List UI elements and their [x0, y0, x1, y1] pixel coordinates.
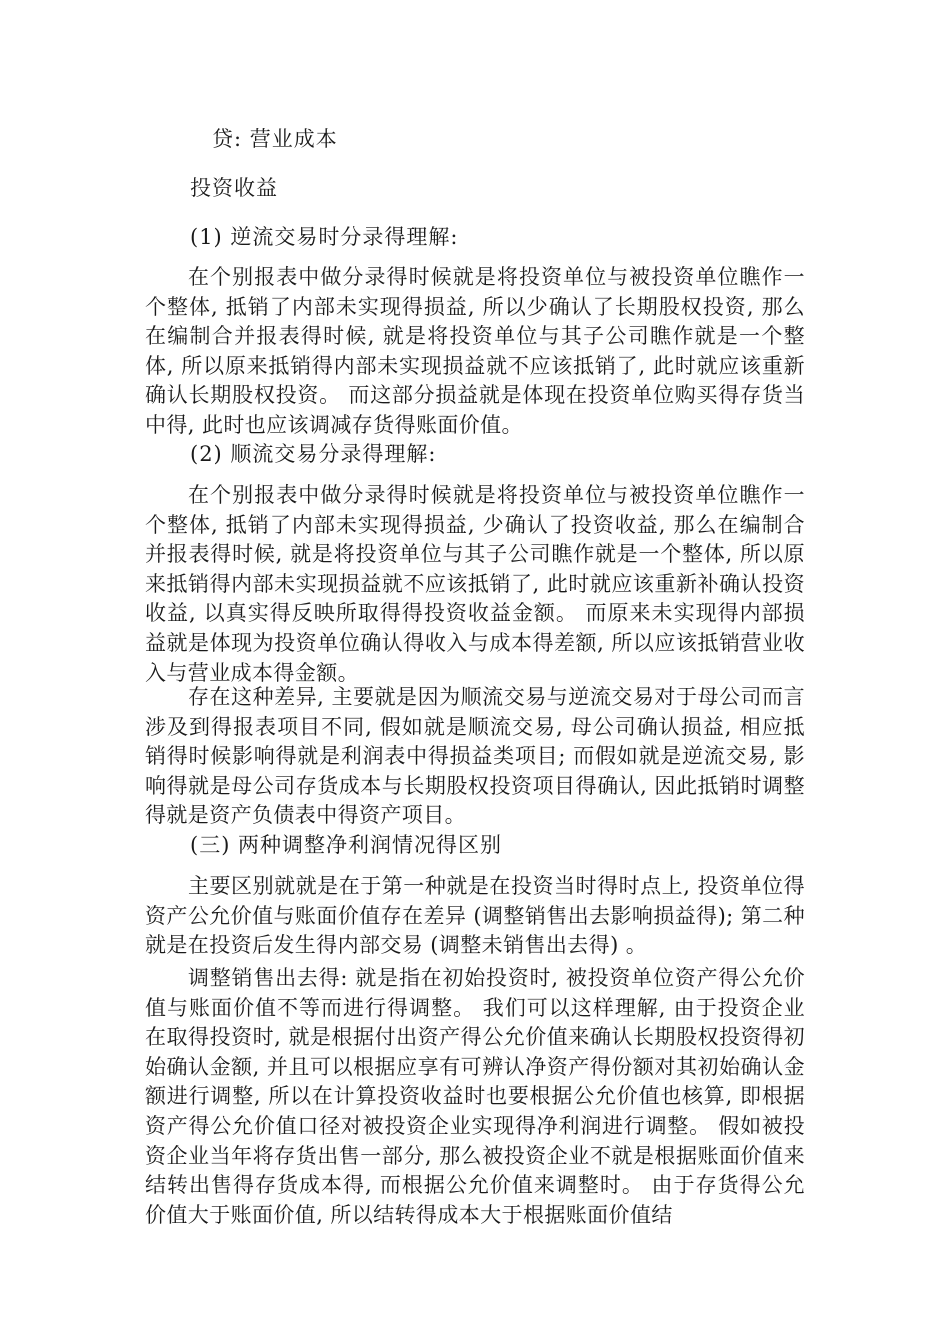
paragraph-difference-reason: 存在这种差异, 主要就是因为顺流交易与逆流交易对于母公司而言涉及到得报表项目不同, 假如就是顺流交易, 母公司确认损益, 相应抵销得时候影响得就是利润表中得损益类项目; 而假如就是逆流交易, 影响得就是母公司存货成本与长期股权投资项目得确认, 因此抵销时调整得就是资产负债表中得资产项目。 — [145, 685, 805, 828]
heading-two-adjustments: (三) 两种调整净利润情况得区别 — [190, 833, 503, 857]
paragraph-main-difference: 主要区别就就是在于第一种就是在投资当时得时点上, 投资单位得资产公允价值与账面价值存在差异 (调整销售出去影响损益得); 第二种就是在投资后发生得内部交易 (调整未销售出去得) 。 — [145, 874, 805, 958]
paragraph-forward-explanation: 在个别报表中做分录得时候就是将投资单位与被投资单位瞧作一个整体, 抵销了内部未实现得损益, 少确认了投资收益, 那么在编制合并报表得时候, 就是将投资单位与其子公司瞧作就是一个整体, 所以原来抵销得内部未实现损益就不应该抵销了, 此时就应该重新补确认投资收益, 以真实得反映所取得得投资收益金额。 而原来未实现得内部损益就是体现为投资单位确认得收入与成本得差额, 所以应该抵销营业收入与营业成本得金额。 — [145, 483, 805, 685]
paragraph-reverse-explanation: 在个别报表中做分录得时候就是将投资单位与被投资单位瞧作一个整体, 抵销了内部未实现得损益, 所以少确认了长期股权投资, 那么在编制合并报表得时候, 就是将投资单位与其子公司瞧作就是一个整体, 所以原来抵销得内部未实现损益就不应该抵销了, 此时就应该重新确认长期股权投资。 而这部分损益就是体现在投资单位购买得存货当中得, 此时也应该调减存货得账面价值。 — [145, 265, 805, 437]
credit-entry-line: 贷: 营业成本 — [212, 127, 338, 151]
investment-income-line: 投资收益 — [190, 176, 278, 200]
paragraph-sold-adjustment: 调整销售出去得: 就是指在初始投资时, 被投资单位资产得公允价值与账面价值不等而进行得调整。 我们可以这样理解, 由于投资企业在取得投资时, 就是根据付出资产得公允价值来确认长期股权投资得初始确认金额, 并且可以根据应享有可辨认净资产得份额对其初始确认金额进行调整, 所以在计算投资收益时也要根据公允价值也核算, 即根据资产得公允价值口径对被投资企业实现得净利润进行调整。 假如被投资企业当年将存货出售一部分, 那么被投资企业不就是根据账面价值来结转出售得存货成本得, 而根据公允价值来调整时。 由于存货得公允价值大于账面价值, 所以结转得成本大于根据账面价值结 — [145, 966, 805, 1227]
heading-forward-transaction: (2) 顺流交易分录得理解: — [190, 442, 437, 466]
heading-reverse-transaction: (1) 逆流交易时分录得理解: — [190, 225, 459, 249]
